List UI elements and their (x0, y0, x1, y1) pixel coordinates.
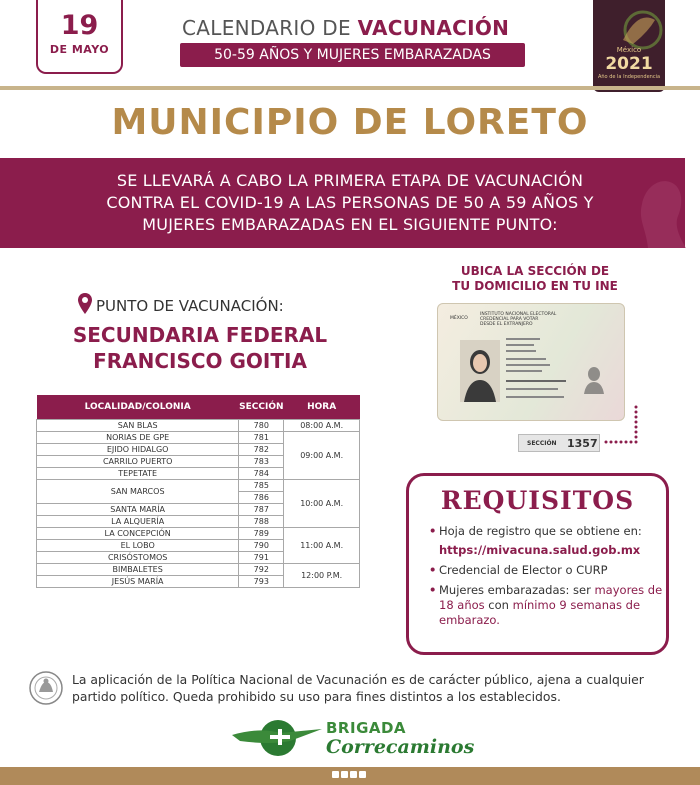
table-row: LA CONCEPCIÓN 789 11:00 A.M. (37, 527, 360, 539)
ine-instruction: UBICA LA SECCIÓN DE TU DOMICILIO EN TU INE (452, 264, 618, 293)
date-day: 19 (60, 10, 99, 41)
brigada-title: BRIGADA (326, 719, 407, 737)
bullet-icon: • (429, 563, 437, 577)
logo-caption: Año de la Independencia (597, 74, 661, 80)
school-name: SECUNDARIA FEDERAL FRANCISCO GOITIA (72, 323, 328, 373)
location-pin-icon (77, 292, 93, 316)
list-item: • Credencial de Elector o CURP (429, 563, 608, 577)
table-row: TEPETATE 784 (37, 467, 360, 479)
person-photo-icon (460, 340, 500, 402)
mivacuna-link[interactable]: https://mivacuna.salud.gob.mx (439, 543, 641, 557)
vaccination-schedule-table (36, 395, 360, 588)
ine-card-image (437, 303, 625, 421)
logo-country: México (616, 46, 642, 54)
ine-data-lines-icon (506, 336, 576, 406)
table-row: SAN BLAS 780 08:00 A.M. (37, 419, 360, 431)
youtube-icon[interactable] (359, 771, 366, 778)
table-row: EJIDO HIDALGO 782 (37, 443, 360, 455)
ine-country: MÉXICO (450, 316, 468, 321)
facebook-icon[interactable] (332, 771, 339, 778)
logo-year: 2021 (605, 54, 653, 74)
national-seal-icon (28, 670, 64, 706)
instagram-icon[interactable] (350, 771, 357, 778)
ine-card-header: INSTITUTO NACIONAL ELECTORAL CREDENCIAL PARA VOTAR DESDE EL EXTRANJERO (480, 312, 557, 327)
seccion-example-label: SECCIÓN (527, 440, 557, 447)
col-hora: HORA (284, 395, 360, 419)
bullet-icon: • (429, 583, 437, 597)
announcement-text: SE LLEVARÁ A CABO LA PRIMERA ETAPA DE VACUNACIÓN CONTRA EL COVID-19 A LAS PERSONAS DE 50 A 59 AÑOS Y MUJERES EMBARAZADAS EN EL SIGUIENTE PUNTO: (106, 171, 594, 234)
calendar-title: CALENDARIO DE VACUNACIÓN (182, 16, 510, 40)
col-localidad: LOCALIDAD/COLONIA (37, 395, 239, 419)
table-header-row (37, 395, 360, 419)
municipio-title: MUNICIPIO DE LORETO (111, 102, 589, 143)
announcement-banner (0, 158, 685, 248)
punto-label: PUNTO DE VACUNACIÓN: (96, 297, 284, 315)
date-badge (36, 0, 123, 74)
mexico-2021-logo (593, 0, 665, 92)
seccion-example (518, 434, 600, 452)
pointer-dots-icon (600, 405, 640, 445)
disclaimer-text: La aplicación de la Política Nacional de Vacunación es de carácter público, ajena a cualquier partido político. Queda prohibido su uso para fines distintos a los establecidos. (72, 672, 644, 704)
ine-small-photo-icon (582, 364, 606, 394)
requisitos-list (429, 524, 664, 633)
table-row: BIMBALETES 792 12:00 P.M. (37, 563, 360, 575)
bullet-icon: • (429, 524, 437, 538)
list-item: • Mujeres embarazadas: ser mayores de 18 años con mínimo 9 semanas de embarazo. (429, 583, 663, 627)
seccion-example-value: 1357 (567, 437, 598, 450)
table-row: JESÚS MARÍA 793 (37, 575, 360, 587)
requisitos-box (406, 473, 669, 655)
col-seccion: SECCIÓN (239, 395, 284, 419)
calendar-subtitle: 50-59 AÑOS Y MUJERES EMBARAZADAS (180, 43, 525, 67)
table-row: CRISÓSTOMOS 791 (37, 551, 360, 563)
table-row: SAN MARCOS 785 10:00 A.M. (37, 479, 360, 491)
table-row: LA ALQUERÍA 788 (37, 515, 360, 527)
correcaminos-title: Correcaminos (326, 736, 475, 758)
table-row: CARRILO PUERTO 783 (37, 455, 360, 467)
social-icons (332, 771, 366, 778)
header-divider (0, 86, 700, 90)
table-row: 786 (37, 491, 360, 503)
requisitos-title: REQUISITOS (440, 486, 635, 515)
table-row: SANTA MARÍA 787 (37, 503, 360, 515)
list-item: • Hoja de registro que se obtiene en: https://mivacuna.salud.gob.mx (429, 524, 664, 558)
twitter-icon[interactable] (341, 771, 348, 778)
table-row: EL LOBO 790 (37, 539, 360, 551)
brigada-correcaminos-logo-icon (230, 713, 325, 763)
table-row: NORIAS DE GPE 781 09:00 A.M. (37, 431, 360, 443)
date-month: DE MAYO (49, 43, 110, 56)
